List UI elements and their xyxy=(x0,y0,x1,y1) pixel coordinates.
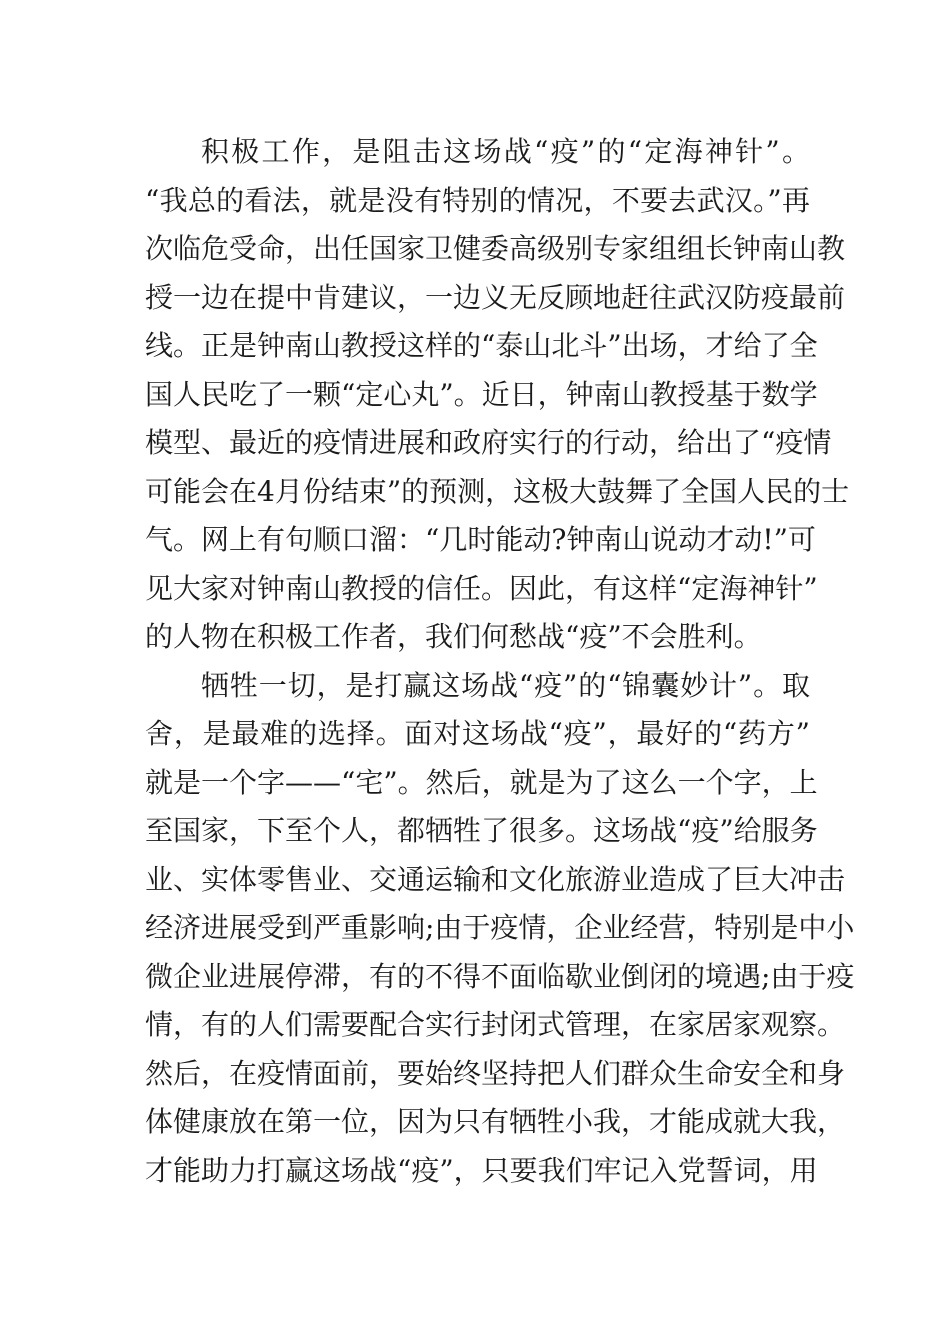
paragraph-1-line-11: 的人物在积极工作者，我们何愁战“疫”不会胜利。 xyxy=(145,620,762,653)
paragraph-2-line-11: 才能助力打赢这场战“疫”，只要我们牢记入党誓词，用 xyxy=(145,1153,818,1187)
paragraph-1-line-1: 积极工作，是阻击这场战“疫”的“定海神针”。 xyxy=(201,135,810,168)
paragraph-2-line-7: 微企业进展停滞，有的不得不面临歇业倒闭的境遇;由于疫 xyxy=(145,959,855,993)
paragraph-2-line-10: 体健康放在第一位，因为只有牺牲小我，才能成就大我， xyxy=(145,1105,846,1138)
paragraph-2-line-4: 至国家，下至个人，都牺牲了很多。这场战“疫”给服务 xyxy=(145,814,818,847)
paragraph-2-line-5: 业、实体零售业、交通运输和文化旅游业造成了巨大冲击 xyxy=(145,862,846,896)
paragraph-1-line-5: 线。正是钟南山教授这样的“泰山北斗”出场，才给了全 xyxy=(145,329,818,362)
paragraph-2-line-6: 经济进展受到严重影响;由于疫情，企业经营，特别是中小 xyxy=(145,911,855,944)
paragraph-2-line-3: 就是一个字——“宅”。然后，就是为了这么一个字，上 xyxy=(145,765,818,799)
paragraph-1-line-2: “我总的看法，就是没有特别的情况，不要去武汉。”再 xyxy=(145,183,810,217)
paragraph-2-line-1: 牺牲一切，是打赢这场战“疫”的“锦囊妙计”。取 xyxy=(201,668,810,702)
paragraph-1-line-9: 气。网上有句顺口溜：“几时能动?钟南山说动才动!”可 xyxy=(145,523,816,556)
paragraph-1-line-6: 国人民吃了一颗“定心丸”。近日，钟南山教授基于数学 xyxy=(145,377,818,411)
paragraph-1-line-10: 见大家对钟南山教授的信任。因此，有这样“定海神针” xyxy=(145,571,818,605)
paragraph-1-line-3: 次临危受命，出任国家卫健委高级别专家组组长钟南山教 xyxy=(145,232,846,265)
paragraph-1-line-7: 模型、最近的疫情进展和政府实行的行动，给出了“疫情 xyxy=(145,426,832,459)
body-text xyxy=(145,128,855,1195)
paragraph-2-line-8: 情，有的人们需要配合实行封闭式管理，在家居家观察。 xyxy=(145,1008,846,1041)
paragraph-2-line-9: 然后，在疫情面前，要始终坚持把人们群众生命安全和身 xyxy=(145,1056,846,1090)
paragraph-1-line-8: 可能会在4月份结束”的预测，这极大鼓舞了全国人民的士 xyxy=(145,474,850,508)
paragraph-1-line-4: 授一边在提中肯建议，一边义无反顾地赶往武汉防疫最前 xyxy=(145,280,846,314)
paragraph-2-line-2: 舍，是最难的选择。面对这场战“疫”，最好的“药方” xyxy=(145,717,810,750)
